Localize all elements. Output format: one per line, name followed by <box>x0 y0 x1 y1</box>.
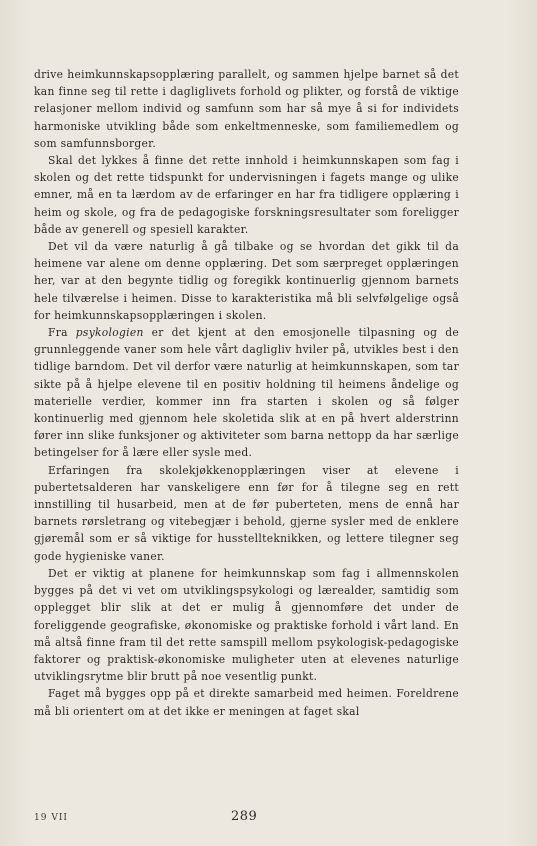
paragraph-continuation: drive heimkunnskapsopplæring parallelt, og sammen hjelpe barnet så det kan finne seg til rette i dagliglivets forhold og plikter, og forstå de viktige relasjoner mellom individ og samfunn som har så mye å si for individets harmoniske utvikling både som enkeltmenneske, som familiemedlem og som samfunnsborger. <box>34 68 459 150</box>
paragraph-kitchen-training: Erfaringen fra skolekjøkkenopplæringen viser at elevene i pubertetsalderen har vanskeligere enn før for å tilegne seg en rett innstilling til husarbeid, men at de før puberteten, mens de ennå har barnets rørsletrang og vitebegjær i behold, gjerne sysler med de enklere gjøremål som er så viktige for husstellteknikken, og lettere tilegner seg gode hygieniske vaner. <box>34 463 459 563</box>
body-text <box>34 66 459 720</box>
psychology-lead: Fra <box>48 326 76 340</box>
printer-signature: 19 VII <box>34 813 68 823</box>
paragraph-curriculum-planning: Det er viktig at planene for heimkunnskap som fag i allmennskolen bygges på det vi vet om utviklingspsykologi og lærealder, samtidig som opplegget blir slik at det er mulig å gjennomføre det under de foreliggende geografiske, økonomiske og praktiske forhold i vårt land. En må altså finne fram til det rette samspill mellom psykologisk-pedagogiske faktorer og praktisk-økonomiske muligheter uten at elevenes naturlige utviklingsrytme blir brutt på noe vesentlig punkt. <box>34 566 459 684</box>
page-footer <box>34 809 459 832</box>
psychology-emphasis: psykologien <box>75 326 144 340</box>
psychology-rest: er det kjent at den emosjonelle tilpasning og de grunnleggende vaner som hele vårt dagligliv hviler på, utvikles best i den tidlige barndom. Det vil derfor være naturlig at heimkunnskapen, som tar sikte på å hjelpe elevene til en positiv holdning til heimens åndelige og materielle verdier, kommer inn fra starten i skolen og så følger kontinuerlig med gjennom hele skoletida slik at en på hvert alderstrinn fører inn slike funksjoner og aktiviteter som barna nettopp da har særlige betingelser for å lære eller sysle med. <box>34 326 459 460</box>
paragraph-home-history: Det vil da være naturlig å gå tilbake og se hvordan det gikk til da heimene var alene om denne opplæring. Det som særpreget opplæringen her, var at den begynte tidlig og foregikk kontinuerlig gjennom barnets hele tilværelse i heimen. Disse to karakteristika må bli selvfølgelige også for heimkunnskapsopplæringen i skolen. <box>34 240 459 322</box>
paragraph-psychology <box>34 324 459 462</box>
page-number: 289 <box>231 809 258 824</box>
paragraph-home-cooperation: Faget må bygges opp på et direkte samarbeid med heimen. Foreldrene må bli orientert om at det ikke er meningen at faget skal <box>34 687 459 718</box>
paragraph-content-timing: Skal det lykkes å finne det rette innhold i heimkunnskapen som fag i skolen og det rette tidspunkt for undervisningen i fagets mange og ulike emner, må en ta lærdom av de erfaringer en har fra tidligere opplæring i heim og skole, og fra de pedagogiske forskningsresultater som foreligger både av generell og spesiell karakter. <box>34 154 459 236</box>
